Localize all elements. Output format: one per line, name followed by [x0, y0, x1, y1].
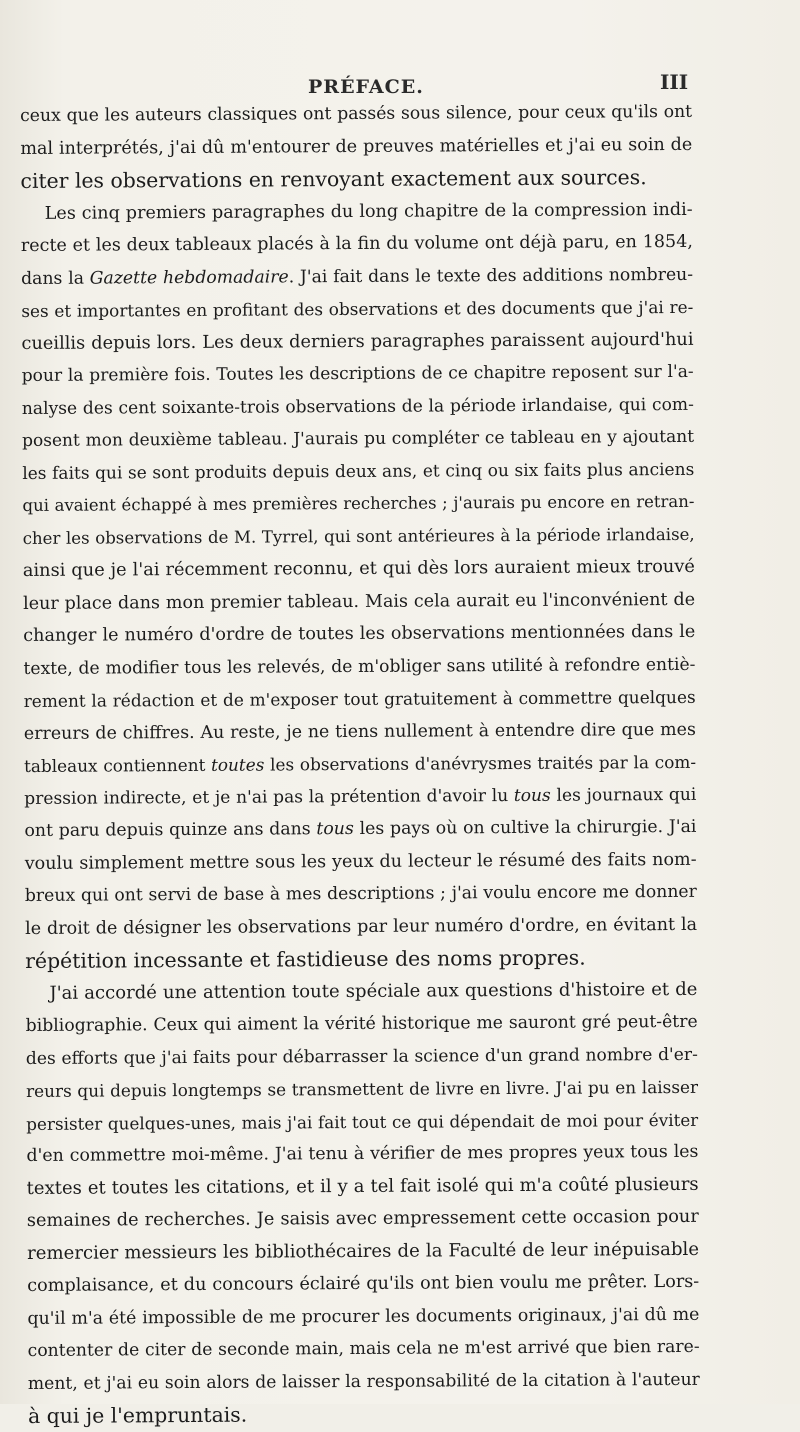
text-line-content: reurs qui depuis longtemps se transmettent de livre en livre. J'ai pu en laisser: [25, 1076, 699, 1101]
text-line: [25, 973, 697, 1010]
text-line-content: ceux que les auteurs classiques ont passés sous silence, pour ceux qu'ils ont: [20, 101, 693, 126]
text-line-content: contenter de citer de seconde main, mais cela ne m'est arrivé que bien rare-: [27, 1336, 700, 1361]
text-line: [22, 356, 694, 393]
text-line-content: d'en commettre moi-même. J'ai tenu à vérifier de mes propres yeux tous les: [26, 1141, 699, 1166]
text-line-content: ment, et j'ai eu soin alors de laisser la responsabilité de la citation à l'auteur: [27, 1369, 700, 1394]
text-line-content: mal interprétés, j'ai dû m'entourer de preuves matérielles et j'ai eu soin de: [20, 134, 693, 159]
text-line: [25, 908, 697, 945]
text-line: [21, 323, 693, 360]
text-line: [25, 843, 697, 880]
text-line: [21, 193, 693, 230]
text-line-content: texte, de modifier tous les relevés, de m'obliger sans utilité à refondre entiè-: [23, 654, 696, 679]
text-line: [27, 1168, 699, 1205]
text-line: [26, 1136, 698, 1173]
text-line: [24, 778, 696, 815]
text-line-content: les faits qui se sont produits depuis deux ans, et cinq ou six faits plus anciens: [22, 459, 695, 484]
text-line: [21, 291, 693, 328]
text-line-content: breux qui ont servi de base à mes descriptions ; j'ai voulu encore me donner: [24, 881, 697, 906]
text-line: [26, 1038, 698, 1075]
text-line: [25, 876, 697, 913]
text-line: [24, 746, 696, 783]
text-line: [25, 941, 697, 978]
page-number: III: [660, 70, 689, 94]
text-line-content: des efforts que j'ai faits pour débarrasser la science d'un grand nombre d'er-: [25, 1044, 698, 1069]
text-line: [24, 713, 696, 750]
text-line-content: ainsi que je l'ai récemment reconnu, et qui dès lors auraient mieux trouvé: [22, 555, 695, 581]
text-line-content: qui avaient échappé à mes premières recherches ; j'aurais pu encore en retran-: [22, 491, 695, 515]
text-line-content: J'ai accordé une attention toute spéciale aux questions d'histoire et de: [49, 978, 698, 1004]
text-line: [27, 1298, 699, 1335]
text-line-content: semaines de recherches. Je saisis avec empressement cette occasion pour: [26, 1205, 699, 1231]
text-line: [28, 1396, 700, 1432]
text-line-content: remercier messieurs les bibliothécaires de la Faculté de leur inépuisable: [26, 1238, 700, 1264]
text-line: [21, 226, 693, 263]
text-line: [23, 648, 695, 685]
text-line: [23, 518, 695, 555]
text-line: [27, 1233, 699, 1270]
text-line: [22, 453, 694, 490]
text-line-content: pression indirecte, et je n'ai pas la prétention d'avoir lu tous les journaux qui: [24, 784, 697, 809]
text-line: [26, 1103, 698, 1140]
text-line: [26, 1071, 698, 1108]
text-line: [28, 1363, 700, 1400]
text-line: [20, 161, 692, 198]
text-line-content: leur place dans mon premier tableau. Mais cela aurait eu l'inconvénient de: [23, 589, 696, 614]
text-line-content: dans la Gazette hebdomadaire. J'ai fait dans le texte des additions nombreu-: [21, 264, 694, 289]
text-line-content: changer le numéro d'ordre de toutes les observations mentionnées dans le: [23, 621, 696, 646]
text-line: [22, 486, 694, 523]
text-line-content: qu'il m'a été impossible de me procurer les documents originaux, j'ai dû me: [27, 1304, 700, 1329]
text-line: [28, 1331, 700, 1368]
text-line-content: recte et les deux tableaux placés à la fin du volume ont déjà paru, en 1854,: [20, 231, 693, 256]
text-line-content: tableaux contiennent toutes les observations d'anévrysmes traités par la com-: [24, 751, 697, 776]
text-line-content: Les cinq premiers paragraphes du long chapitre de la compression indi-: [44, 199, 693, 224]
text-line: [24, 681, 696, 718]
text-line-content: posent mon deuxième tableau. J'aurais pu compléter ce tableau en y ajoutant: [22, 426, 695, 451]
text-line-content: erreurs de chiffres. Au reste, je ne tiens nullement à entendre dire que mes: [23, 719, 696, 744]
text-line-content: nalyse des cent soixante-trois observations de la période irlandaise, qui com-: [21, 394, 694, 419]
text-line-content: répétition incessante et fastidieuse des noms propres.: [25, 945, 586, 973]
text-line-content: cher les observations de M. Tyrrel, qui sont antérieures à la période irlandaise,: [22, 524, 695, 548]
text-line-content: ses et importantes en profitant des observations et des documents que j'ai re-: [21, 296, 694, 321]
text-line: [20, 96, 692, 133]
text-line: [23, 616, 695, 653]
text-line-content: complaisance, et du concours éclairé qu'ils ont bien voulu me prêter. Lors-: [27, 1271, 700, 1296]
text-line-content: pour la première fois. Toutes les descriptions de ce chapitre reposent sur l'a-: [21, 361, 694, 386]
text-line-content: à qui je l'empruntais.: [27, 1402, 248, 1428]
text-line: [22, 388, 694, 425]
text-line: [27, 1266, 699, 1303]
text-line-content: cueillis depuis lors. Les deux derniers paragraphes paraissent aujourd'hui: [21, 329, 694, 354]
text-line: [26, 1006, 698, 1043]
text-line-content: bibliographie. Ceux qui aiment la vérité historique me sauront gré peut-être: [25, 1011, 698, 1036]
text-line: [20, 128, 692, 165]
text-line-content: ont paru depuis quinze ans dans tous les pays où on cultive la chirurgie. J'ai: [24, 816, 697, 841]
text-line: [23, 583, 695, 620]
text-line: [24, 811, 696, 848]
text-line-content: voulu simplement mettre sous les yeux du lecteur le résumé des faits nom-: [24, 849, 697, 874]
text-line-content: rement la rédaction et de m'exposer tout gratuitement à commettre quelques: [23, 686, 696, 711]
text-line-content: le droit de désigner les observations par leur numéro d'ordre, en évitant la: [24, 914, 698, 939]
running-title: PRÉFACE.: [308, 76, 424, 98]
text-line: [22, 421, 694, 458]
text-line: [23, 551, 695, 588]
text-line: [27, 1201, 699, 1238]
text-line-content: citer les observations en renvoyant exactement aux sources.: [20, 165, 647, 193]
text-line-content: textes et toutes les citations, et il y a tel fait isolé qui m'a coûté plusieurs: [26, 1173, 699, 1199]
body-text: [20, 96, 700, 1432]
text-line-content: persister quelques-unes, mais j'ai fait tout ce qui dépendait de moi pour éviter: [26, 1109, 699, 1134]
text-line: [21, 258, 693, 295]
